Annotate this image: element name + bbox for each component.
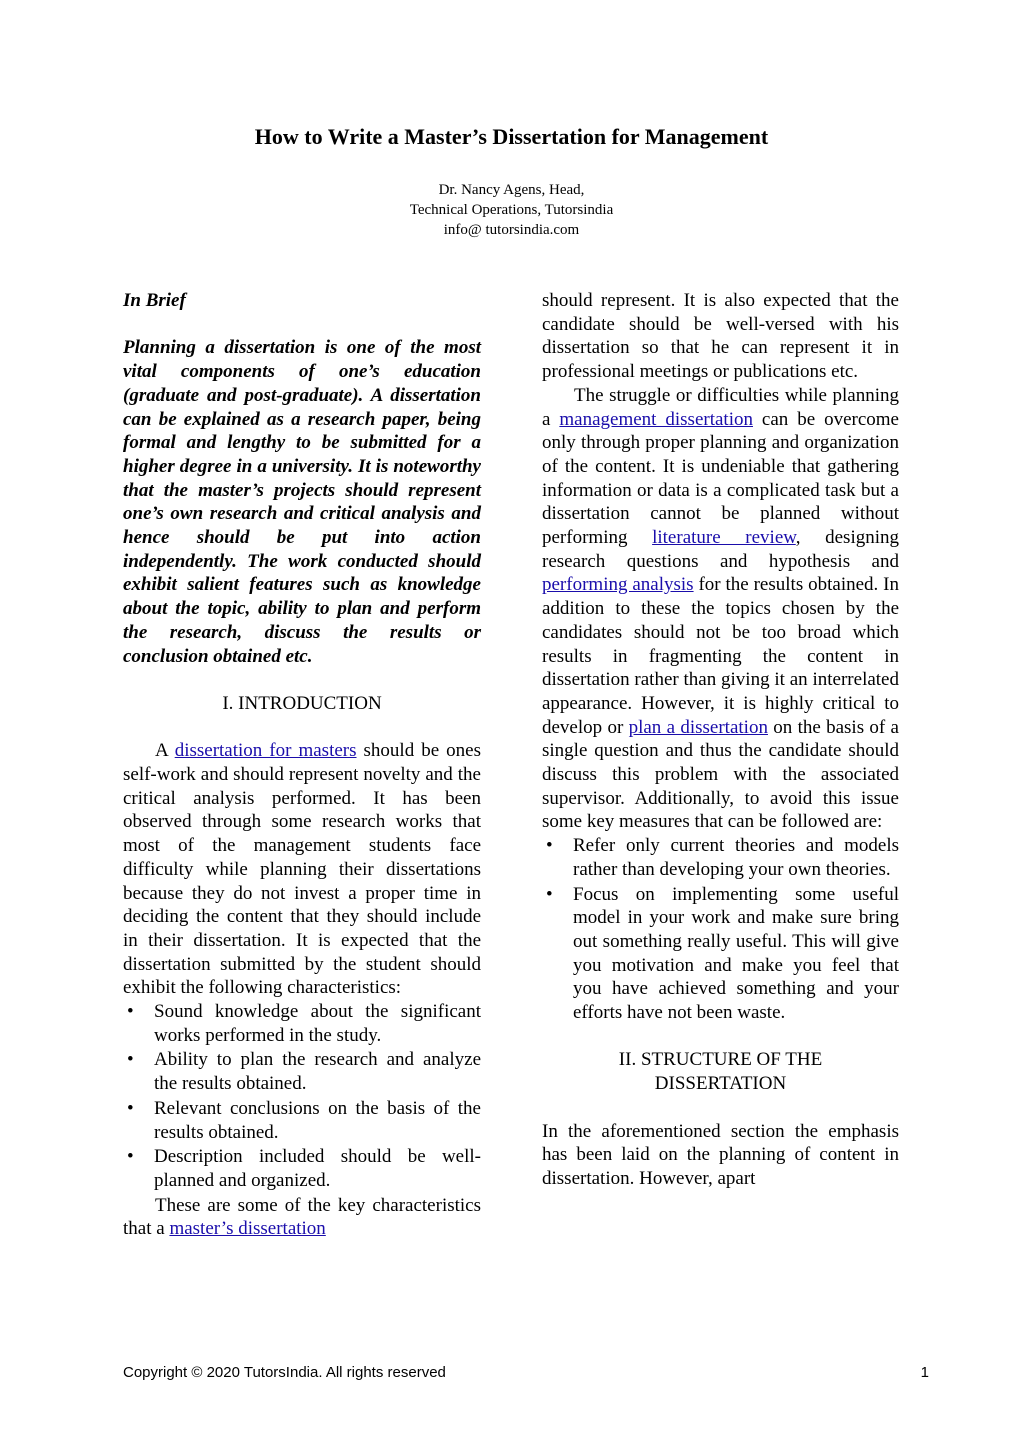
planning-text-b: can be overcome only through proper planning and organization of the content. It is undeniable that gathering information or data is a complicated task but a dissertation cannot be planned without performing xyxy=(542,408,899,549)
characteristics-list xyxy=(123,1000,481,1193)
closing-text: These are some of the key characteristics that a xyxy=(123,1194,481,1240)
bullet-icon: • xyxy=(127,1097,134,1119)
section-heading-structure xyxy=(542,1048,899,1095)
author-block xyxy=(0,180,1023,240)
bullet-icon: • xyxy=(546,835,553,857)
planning-text-d: for the results obtained. In addition to these the topics chosen by the candidates should not be too broad which results in fragmenting the content in dissertation rather than giving it an interrelated appearance. However, it is highly critical to develop or xyxy=(542,574,899,738)
list-item xyxy=(542,834,899,881)
plan-a-dissertation-link[interactable]: plan a dissertation xyxy=(628,716,768,738)
author-name: Dr. Nancy Agens, Head, xyxy=(438,182,585,198)
planning-text-a: The struggle or difficulties while planning a xyxy=(542,384,899,430)
bullet-icon: • xyxy=(127,1049,134,1071)
list-item xyxy=(542,883,899,1025)
copyright-notice: Copyright © 2020 TutorsIndia. All rights reserved xyxy=(123,1364,446,1381)
author-affiliation: Technical Operations, Tutorsindia xyxy=(409,202,614,218)
section-heading-introduction: I. INTRODUCTION xyxy=(222,692,382,714)
list-item-text: Focus on implementing some useful model in your work and make sure bring out something really useful. This will give you motivation and make you feel that you have achieved something and your efforts have not been waste. xyxy=(573,883,899,1024)
brief-heading: In Brief xyxy=(123,290,186,311)
list-item-text: Ability to plan the research and analyze the results obtained. xyxy=(154,1049,481,1095)
list-item xyxy=(123,1000,481,1047)
masters-dissertation-link[interactable]: master’s dissertation xyxy=(169,1218,326,1240)
planning-text-e: on the basis of a single question and thus the candidate should discuss this problem with the associated supervisor. Additionally, to avoid this issue some key measures that can be followed are: xyxy=(542,716,899,833)
bullet-icon: • xyxy=(127,1001,134,1023)
planning-text-c: , designing research questions and hypothesis and xyxy=(542,527,899,572)
literature-review-link[interactable]: literature review xyxy=(652,527,796,549)
document-title: How to Write a Master’s Dissertation for Management xyxy=(254,124,769,149)
measures-list xyxy=(542,834,899,1025)
performing-analysis-link[interactable]: performing analysis xyxy=(542,574,694,596)
list-item-text: Description included should be well-planned and organized. xyxy=(154,1146,481,1191)
author-email[interactable]: info@ tutorsindia.com xyxy=(443,222,580,238)
right-column xyxy=(542,289,899,1191)
closing-paragraph xyxy=(123,1194,481,1241)
list-item-text: Refer only current theories and models rather than developing your own theories. xyxy=(573,835,899,880)
page-footer xyxy=(123,1364,929,1386)
structure-paragraph: In the aforementioned section the emphasis has been laid on the planning of content in dissertation. However, apart xyxy=(542,1120,899,1189)
management-dissertation-link[interactable]: management dissertation xyxy=(559,408,753,430)
section-heading-line1: II. STRUCTURE OF THE xyxy=(618,1049,823,1071)
dissertation-for-masters-link[interactable]: dissertation for masters xyxy=(174,740,357,762)
list-item-text: Relevant conclusions on the basis of the results obtained. xyxy=(154,1097,481,1143)
list-item xyxy=(123,1145,481,1192)
list-item-text: Sound knowledge about the significant works performed in the study. xyxy=(154,1001,481,1046)
left-column xyxy=(123,289,481,1241)
list-item xyxy=(123,1048,481,1095)
planning-paragraph xyxy=(542,384,899,834)
section-heading-line2: DISSERTATION xyxy=(654,1073,787,1095)
page-number: 1 xyxy=(920,1364,929,1381)
continuation-paragraph: should represent. It is also expected that the candidate should be well-versed with his dissertation so that he can represent it in professional meetings or publications etc. xyxy=(542,290,899,383)
bullet-icon: • xyxy=(127,1146,134,1168)
brief-paragraph: Planning a dissertation is one of the most vital components of one’s education (graduate and post-graduate). A dissertation can be explained as a research paper, being formal and lengthy to be submitted for a higher degree in a university. It is noteworthy that the master’s projects should represent one’s own research and critical analysis and hence should be put into action independently. The work conducted should exhibit salient features such as knowledge about the topic, ability to plan and perform the research, discuss the results or conclusion obtained etc. xyxy=(123,337,481,667)
intro-text-start: A xyxy=(155,740,175,762)
bullet-icon: • xyxy=(546,883,553,905)
intro-paragraph xyxy=(123,739,481,1000)
intro-text-rest: should be ones self-work and should represent novelty and the critical analysis performed. It has been observed through some research works that most of the management students face difficulty while planning their dissertations because they do not invest a proper time in deciding the content that they should include in their dissertation. It is expected that the dissertation submitted by the student should exhibit the following characteristics: xyxy=(123,740,481,999)
list-item xyxy=(123,1097,481,1144)
